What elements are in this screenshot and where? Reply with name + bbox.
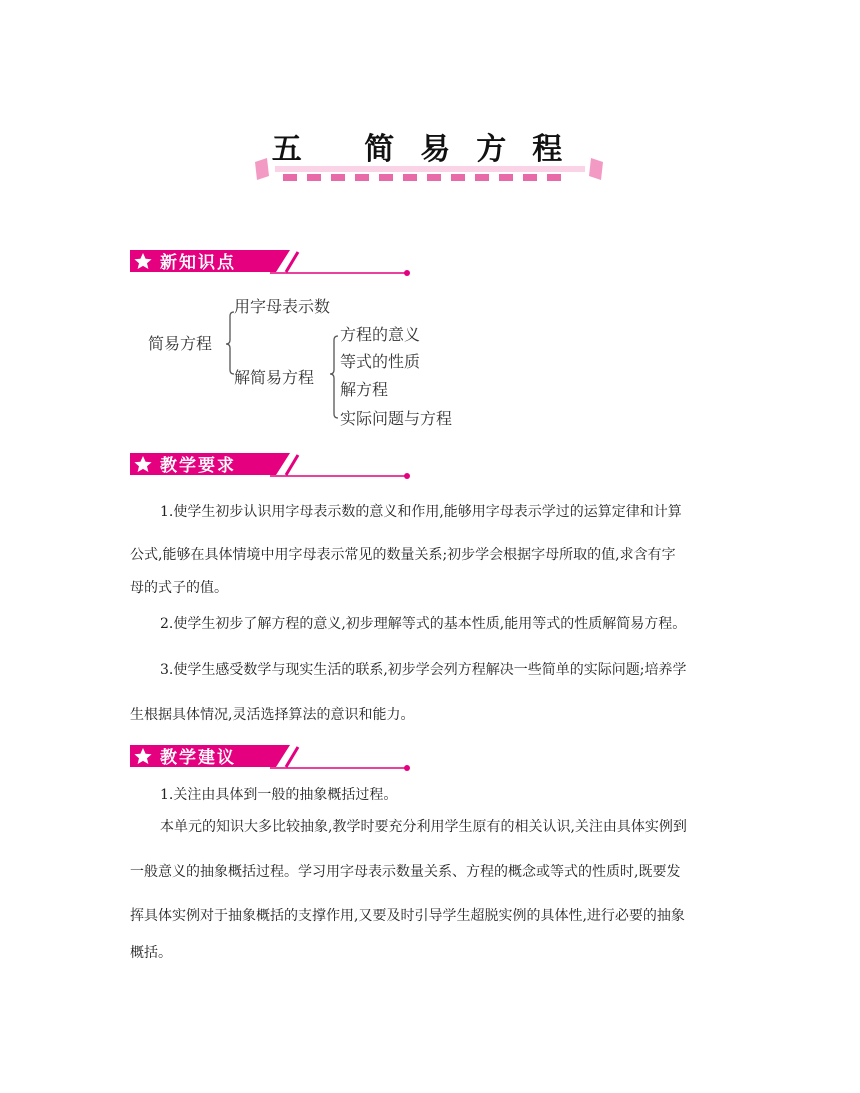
- requirement-line: 公式,能够在具体情境中用字母表示常见的数量关系;初步学会根据字母所取的值,求含有字: [130, 547, 676, 563]
- section-header-requirements: [130, 453, 415, 485]
- knowledge-tree: [130, 288, 490, 438]
- tree-leaf: 方程的意义: [340, 325, 421, 344]
- suggestion-line: 1.关注由具体到一般的抽象概括过程。: [160, 787, 398, 803]
- section-label-requirements: 教学要求: [160, 456, 236, 476]
- title-banner: [255, 128, 605, 188]
- requirement-line: 生根据具体情况,灵活选择算法的意识和能力。: [130, 707, 415, 723]
- tree-branch-letters: 用字母表示数: [234, 297, 331, 316]
- section-label-suggestions: 教学建议: [160, 748, 236, 768]
- tree-leaf: 等式的性质: [340, 352, 421, 371]
- section-header-knowledge: [130, 250, 415, 282]
- requirement-line: 3.使学生感受数学与现实生活的联系,初步学会列方程解决一些简单的实际问题;培养学: [160, 662, 687, 678]
- section-label-knowledge: 新知识点: [160, 253, 236, 273]
- requirement-line: 1.使学生初步认识用字母表示数的意义和作用,能够用字母表示学过的运算定律和计算: [160, 504, 682, 520]
- requirement-line: 2.使学生初步了解方程的意义,初步理解等式的基本性质,能用等式的性质解简易方程。: [160, 616, 687, 632]
- tree-branch-solve: 解简易方程: [234, 368, 315, 387]
- page-title: 五 简易方程: [271, 132, 589, 167]
- tree-leaf: 解方程: [340, 380, 389, 399]
- tree-leaf: 实际问题与方程: [340, 409, 453, 428]
- section-header-suggestions: [130, 745, 415, 777]
- requirement-line: 母的式子的值。: [130, 580, 228, 596]
- suggestion-line: 挥具体实例对于抽象概括的支撑作用,又要及时引导学生超脱实例的具体性,进行必要的抽象: [130, 908, 685, 924]
- suggestion-line: 本单元的知识大多比较抽象,教学时要充分利用学生原有的相关认识,关注由具体实例到: [160, 819, 687, 835]
- tree-root: 简易方程: [148, 334, 213, 353]
- suggestion-line: 一般意义的抽象概括过程。学习用字母表示数量关系、方程的概念或等式的性质时,既要发: [130, 864, 681, 880]
- suggestion-line: 概括。: [130, 945, 172, 961]
